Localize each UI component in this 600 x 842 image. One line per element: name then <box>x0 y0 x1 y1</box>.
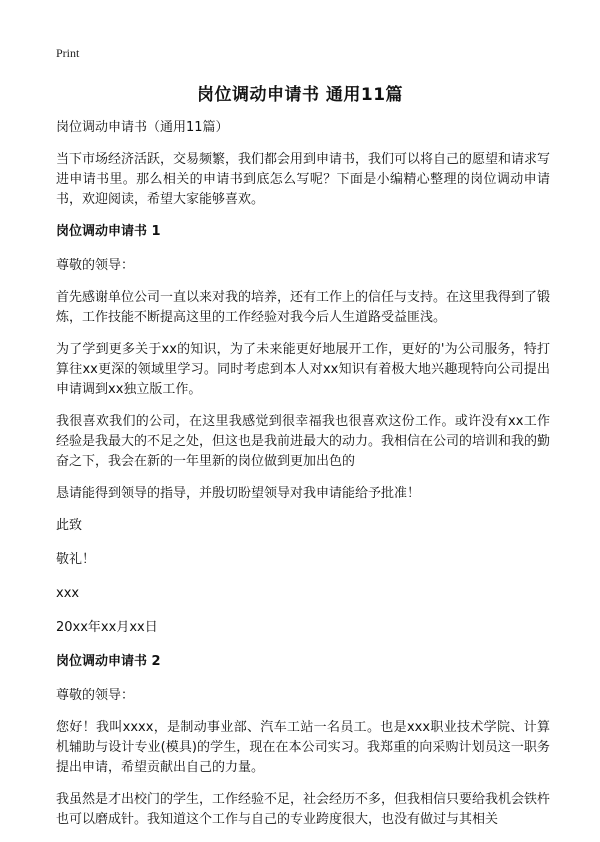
letter-1-paragraph: 我很喜欢我们的公司，在这里我感觉到很幸福我也很喜欢这份工作。或许没有xx工作经验是我最大的不足之处，但这也是我前进最大的动力。我相信在公司的培训和我的勤奋之下，我会在新的一年里新的岗位做到更加出色的 <box>56 414 551 469</box>
letter-1-paragraph: 恳请能得到领导的指导，并殷切盼望领导对我申请能给予批准！ <box>56 486 421 501</box>
letter-1-heading: 岗位调动申请书 1 <box>56 224 161 239</box>
letter-2-greeting: 尊敬的领导： <box>56 688 135 703</box>
letter-2-heading: 岗位调动申请书 2 <box>56 654 161 669</box>
letter-1-closing: 此致 <box>56 518 83 533</box>
letter-1-greeting: 尊敬的领导： <box>56 258 135 273</box>
letter-2-paragraph: 您好！我叫xxxx，是制动事业部、汽车工站一名员工。也是xxx职业技术学院、计算机辅助与设计专业(模具)的学生，现在在本公司实习。我郑重的向采购计划员这一职务提出申请，希望贡献出自己的力量。 <box>56 720 550 775</box>
document-subtitle: 岗位调动申请书（通用11篇） <box>56 120 229 135</box>
document-body <box>56 118 550 842</box>
letter-1-signature: xxx <box>56 586 80 601</box>
page-title: 岗位调动申请书 通用11篇 <box>196 85 404 105</box>
letter-1-salute: 敬礼！ <box>56 552 96 567</box>
letter-1-paragraph: 为了学到更多关于xx的知识，为了未来能更好地展开工作，更好的'为公司服务，特打算往xx更深的领域里学习。同时考虑到本人对xx知识有着极大地兴趣现特向公司提出申请调到xx独立版工作。 <box>56 342 550 397</box>
letter-1-paragraph: 首先感谢单位公司一直以来对我的培养，还有工作上的信任与支持。在这里我得到了锻炼，工作技能不断提高这里的工作经验对我今后人生道路受益匪浅。 <box>56 290 551 325</box>
letter-1-date: 20xx年xx月xx日 <box>56 620 158 635</box>
intro-paragraph: 当下市场经济活跃，交易频繁，我们都会用到申请书，我们可以将自己的愿望和请求写进申请书里。那么相关的申请书到底怎么写呢？下面是小编精心整理的岗位调动申请书，欢迎阅读，希望大家能够喜欢。 <box>56 152 551 207</box>
letter-2-paragraph: 我虽然是才出校门的学生，工作经验不足，社会经历不多，但我相信只要给我机会铁杵也可以磨成针。我知道这个工作与自己的专业跨度很大，也没有做过与其相关 <box>56 792 551 827</box>
print-label: Print <box>56 46 80 60</box>
